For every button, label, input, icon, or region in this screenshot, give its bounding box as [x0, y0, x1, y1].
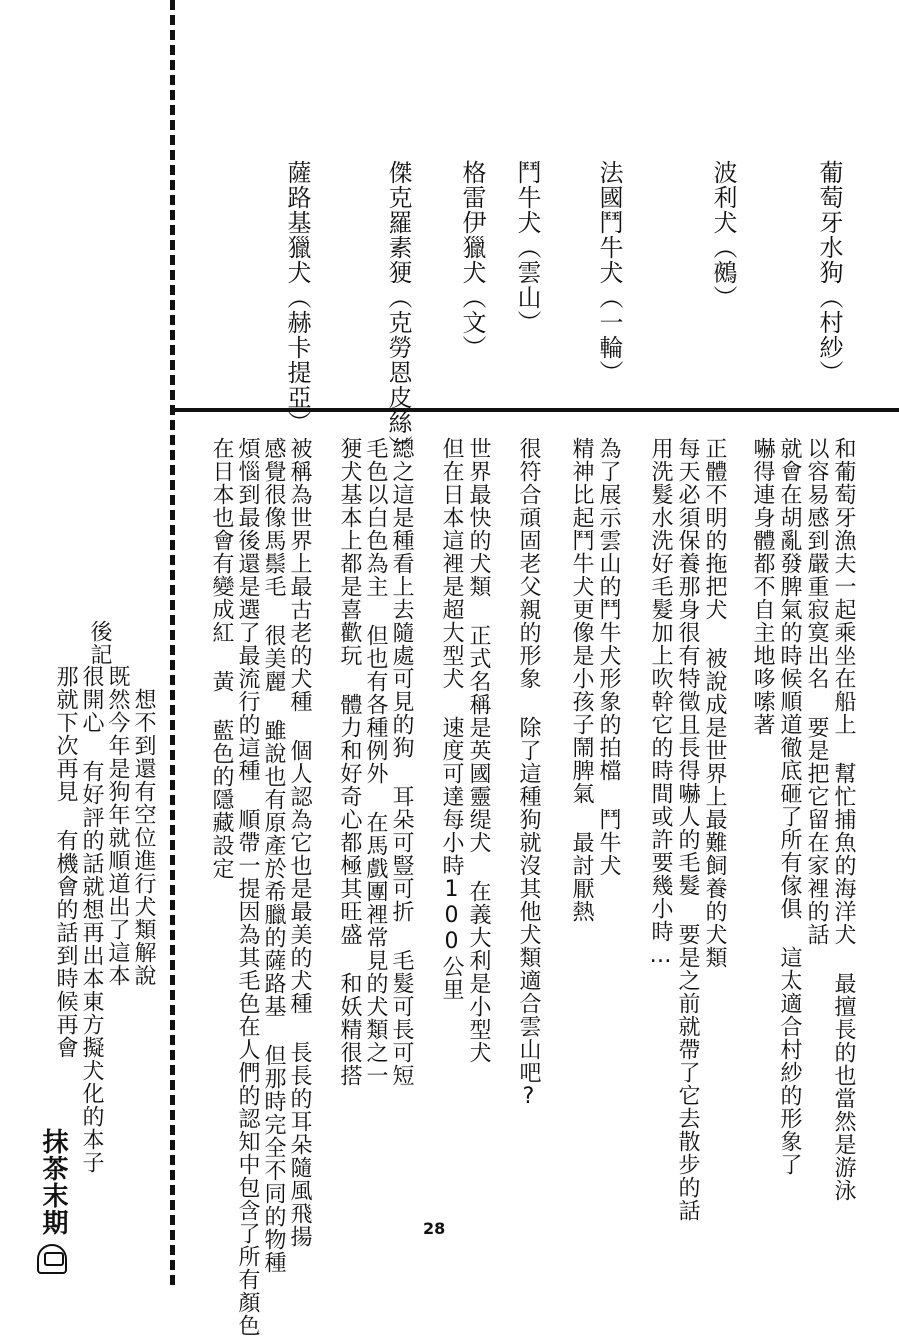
postscript-line-3: 很開心 有好評的話就想再出本東方擬犬化的本子: [79, 665, 104, 1174]
breed-name-5: 格雷伊獵犬（文）: [458, 160, 486, 360]
desc-4-line-1: 很符合頑固老父親的形象 除了這種狗就沒其他犬類適合雲山吧?: [516, 437, 541, 1110]
desc-1-line-1: 和葡萄牙漁夫一起乘坐在船上 幫忙捕魚的海洋犬 最擅長的也當然是游泳: [831, 437, 856, 1202]
author-signature: 抹茶末期: [38, 1128, 68, 1236]
desc-5-line-2: 但在日本這裡是超大型犬 速度可達每小時100公里: [439, 437, 464, 1001]
breed-name-6: 傑克羅素㹴（克勞恩皮絲）: [384, 160, 412, 460]
author-seal-icon: [37, 1244, 67, 1274]
desc-6-line-1: 總之這是種看上去隨處可見的狗 耳朵可豎可折 毛髮可長可短: [389, 437, 414, 1087]
dashed-margin-line: [170, 0, 175, 1285]
desc-5-line-1: 世界最快的犬類 正式名稱是英國靈缇犬 在義大利是小型犬: [466, 437, 491, 1064]
postscript-line-2: 既然今年是狗年就順道出了這本: [105, 665, 130, 987]
desc-6-line-2: 毛色以白色為主 但也有各種例外 在馬戲團裡常見的犬類之一: [363, 437, 388, 1087]
desc-1-line-4: 嚇得連身體都不自主地哆嗦著: [750, 437, 775, 736]
breed-name-1: 葡萄牙水狗（村紗）: [815, 160, 843, 385]
desc-3-line-1: 為了展示雲山的鬥牛犬形象的拍檔 鬥牛犬: [596, 437, 621, 877]
breed-name-4: 鬥牛犬（雲山）: [513, 160, 541, 335]
postscript-title: 後記: [87, 620, 112, 666]
desc-7-line-3: 煩惱到最後還是選了最流行的這種 順帶一提因為其毛色在人們的認知中包含了所有顏色: [235, 437, 260, 1337]
postscript-line-4: 那就下次再見 有機會的話到時候再會: [53, 665, 78, 1059]
desc-2-line-2: 每天必須保養那身很有特徵且長得嚇人的毛髮 要是之前就帶了它去散步的話: [675, 437, 700, 1222]
desc-3-line-2: 精神比起鬥牛犬更像是小孩子鬧脾氣 最討厭熱: [569, 437, 594, 923]
desc-7-line-4: 在日本也會有變成紅 黃 藍色的隱藏設定: [209, 437, 234, 880]
breed-name-7: 薩路基獵犬（赫卡提亞）: [283, 160, 311, 435]
postscript-line-1: 想不到還有空位進行犬類解說: [131, 688, 156, 987]
section-divider: [170, 408, 899, 412]
desc-6-line-3: 㹴犬基本上都是喜歡玩 體力和好奇心都極其旺盛 和妖精很搭: [337, 437, 362, 1087]
desc-7-line-1: 被稱為世界上最古老的犬種 個人認為它也是最美的犬種 長長的耳朵隨風飛揚: [287, 437, 312, 1248]
breed-name-3: 法國鬥牛犬（一輪）: [595, 160, 623, 385]
desc-1-line-3: 就會在胡亂發脾氣的時候順道徹底砸了所有傢俱 這太適合村紗的形象了: [777, 437, 802, 1176]
page-number: 28: [423, 1219, 446, 1238]
desc-1-line-2: 以容易感到嚴重寂寞出名 要是把它留在家裡的話: [804, 437, 829, 946]
desc-2-line-3: 用洗髮水洗好毛髮加上吹幹它的時間或許要幾小時…: [648, 437, 673, 969]
desc-2-line-1: 正體不明的拖把犬 被說成是世界上最難飼養的犬類: [702, 437, 727, 969]
breed-name-2: 波利犬（鵺）: [709, 160, 737, 310]
desc-7-line-2: 感覺很像馬鬃毛 很美麗 雖說也有原產於希臘的薩路基 但那時完全不同的物種: [261, 437, 286, 1274]
